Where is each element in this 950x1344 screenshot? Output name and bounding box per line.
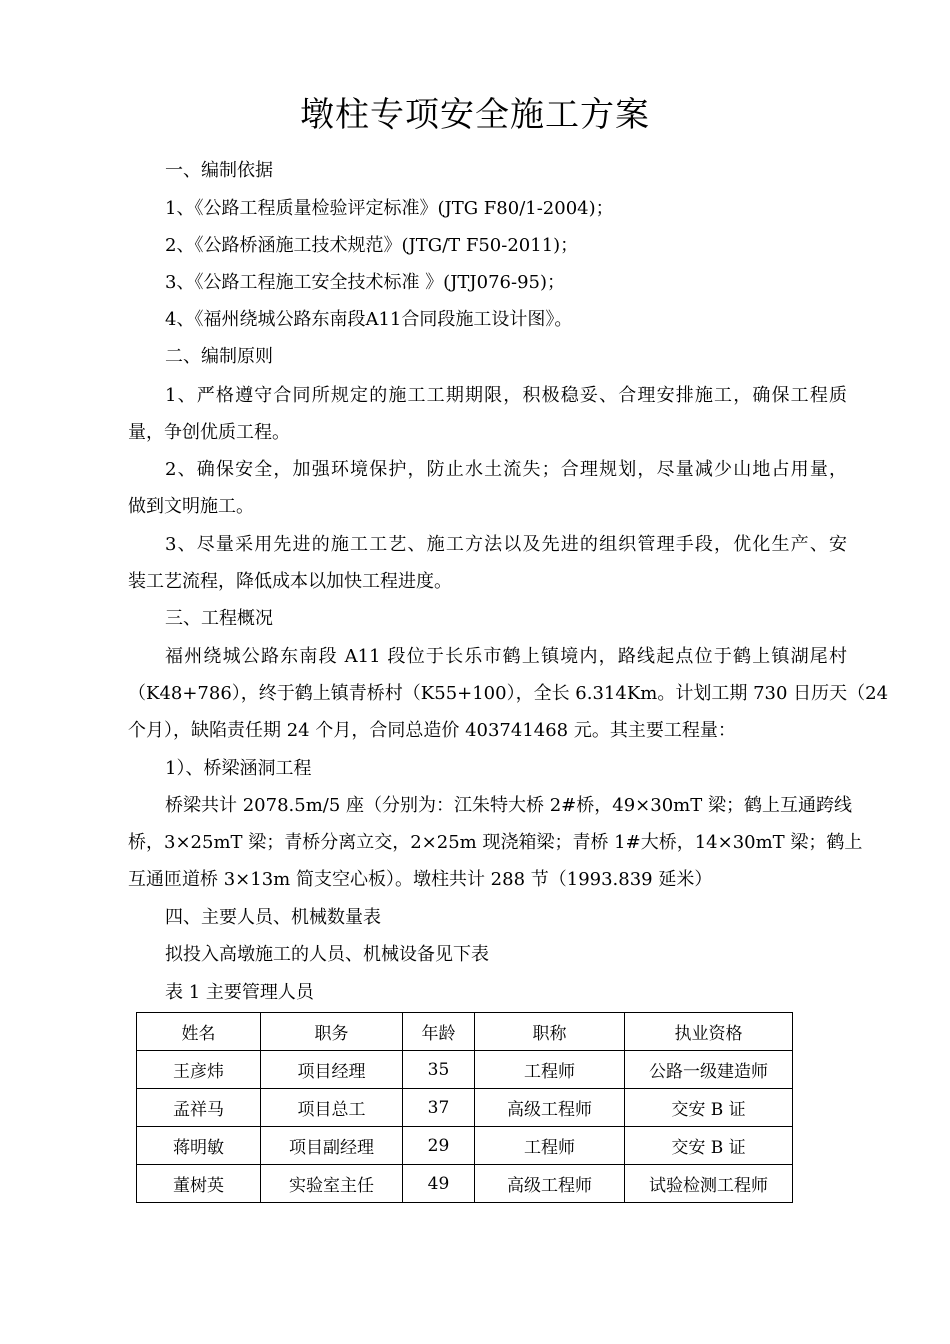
table-cell: 高级工程师 [475, 1089, 625, 1127]
table-row [137, 1051, 793, 1089]
table-cell: 实验室主任 [261, 1165, 403, 1203]
paragraph-line: 做到文明施工。 [128, 496, 254, 517]
paragraph-line: （K48+786），终于鹤上镇青桥村（K55+100），全长 6.314Km。计划工期 730 日历天（24 [128, 683, 889, 704]
table-cell: 董树英 [137, 1165, 261, 1203]
table-cell: 王彦炜 [137, 1051, 261, 1089]
table-cell: 49 [403, 1165, 475, 1203]
table-cell: 蒋明敏 [137, 1127, 261, 1165]
table-caption: 表 1 主要管理人员 [165, 982, 314, 1003]
table-cell: 孟祥马 [137, 1089, 261, 1127]
paragraph-line: 2、确保安全，加强环境保护，防止水土流失；合理规划，尽量减少山地占用量， [165, 459, 847, 480]
table-cell: 交安 B 证 [625, 1127, 793, 1165]
table-header-row [137, 1013, 793, 1051]
staff-table [136, 1012, 793, 1203]
paragraph-line: 拟投入高墩施工的人员、机械设备见下表 [165, 944, 489, 965]
paragraph-line: 桥，3×25mT 梁；青桥分离立交，2×25m 现浇箱梁；青桥 1#大桥，14×30mT 梁；鹤上 [128, 832, 863, 853]
header-cell: 姓名 [137, 1013, 261, 1051]
section-heading: 四、主要人员、机械数量表 [165, 907, 381, 928]
header-cell: 职称 [475, 1013, 625, 1051]
table-cell: 交安 B 证 [625, 1089, 793, 1127]
paragraph-line: 福州绕城公路东南段 A11 段位于长乐市鹤上镇境内，路线起点位于鹤上镇湖尾村 [165, 646, 847, 667]
reference-item: 1、《公路工程质量检验评定标准》(JTG F80/1-2004)； [165, 198, 614, 219]
paragraph-line: 1、严格遵守合同所规定的施工工期期限，积极稳妥、合理安排施工，确保工程质 [165, 385, 847, 406]
paragraph-line: 互通匝道桥 3×13m 简支空心板）。墩柱共计 288 节（1993.839 延米） [128, 869, 713, 890]
table-cell: 29 [403, 1127, 475, 1165]
section-heading: 二、编制原则 [165, 346, 273, 367]
header-cell: 执业资格 [625, 1013, 793, 1051]
paragraph-line: 个月），缺陷责任期 24 个月，合同总造价 403741468 元。其主要工程量： [128, 720, 736, 741]
table-cell: 项目经理 [261, 1051, 403, 1089]
section-heading: 三、工程概况 [165, 608, 273, 629]
table-row [137, 1089, 793, 1127]
table-cell: 37 [403, 1089, 475, 1127]
reference-item: 3、《公路工程施工安全技术标准 》(JTJ076-95)； [165, 272, 565, 293]
table-cell: 试验检测工程师 [625, 1165, 793, 1203]
paragraph-line: 3、尽量采用先进的施工工艺、施工方法以及先进的组织管理手段，优化生产、安 [165, 534, 847, 555]
paragraph-line: 桥梁共计 2078.5m/5 座（分别为：江朱特大桥 2#桥，49×30mT 梁；鹤上互通跨线 [165, 795, 852, 816]
table-cell: 工程师 [475, 1051, 625, 1089]
table-cell: 35 [403, 1051, 475, 1089]
section-heading: 一、编制依据 [165, 160, 273, 181]
table-cell: 工程师 [475, 1127, 625, 1165]
header-cell: 年龄 [403, 1013, 475, 1051]
table-cell: 项目总工 [261, 1089, 403, 1127]
table-cell: 高级工程师 [475, 1165, 625, 1203]
table-cell: 公路一级建造师 [625, 1051, 793, 1089]
header-cell: 职务 [261, 1013, 403, 1051]
table-row [137, 1127, 793, 1165]
paragraph-line: 装工艺流程，降低成本以加快工程进度。 [128, 571, 452, 592]
subsection-heading: 1）、桥梁涵洞工程 [165, 758, 312, 779]
table-cell: 项目副经理 [261, 1127, 403, 1165]
reference-item: 4、《福州绕城公路东南段A11合同段施工设计图》。 [165, 309, 573, 330]
reference-item: 2、《公路桥涵施工技术规范》(JTG/T F50-2011)； [165, 235, 579, 256]
table-row [137, 1165, 793, 1203]
paragraph-line: 量，争创优质工程。 [128, 422, 290, 443]
page-title: 墩柱专项安全施工方案 [300, 95, 650, 135]
